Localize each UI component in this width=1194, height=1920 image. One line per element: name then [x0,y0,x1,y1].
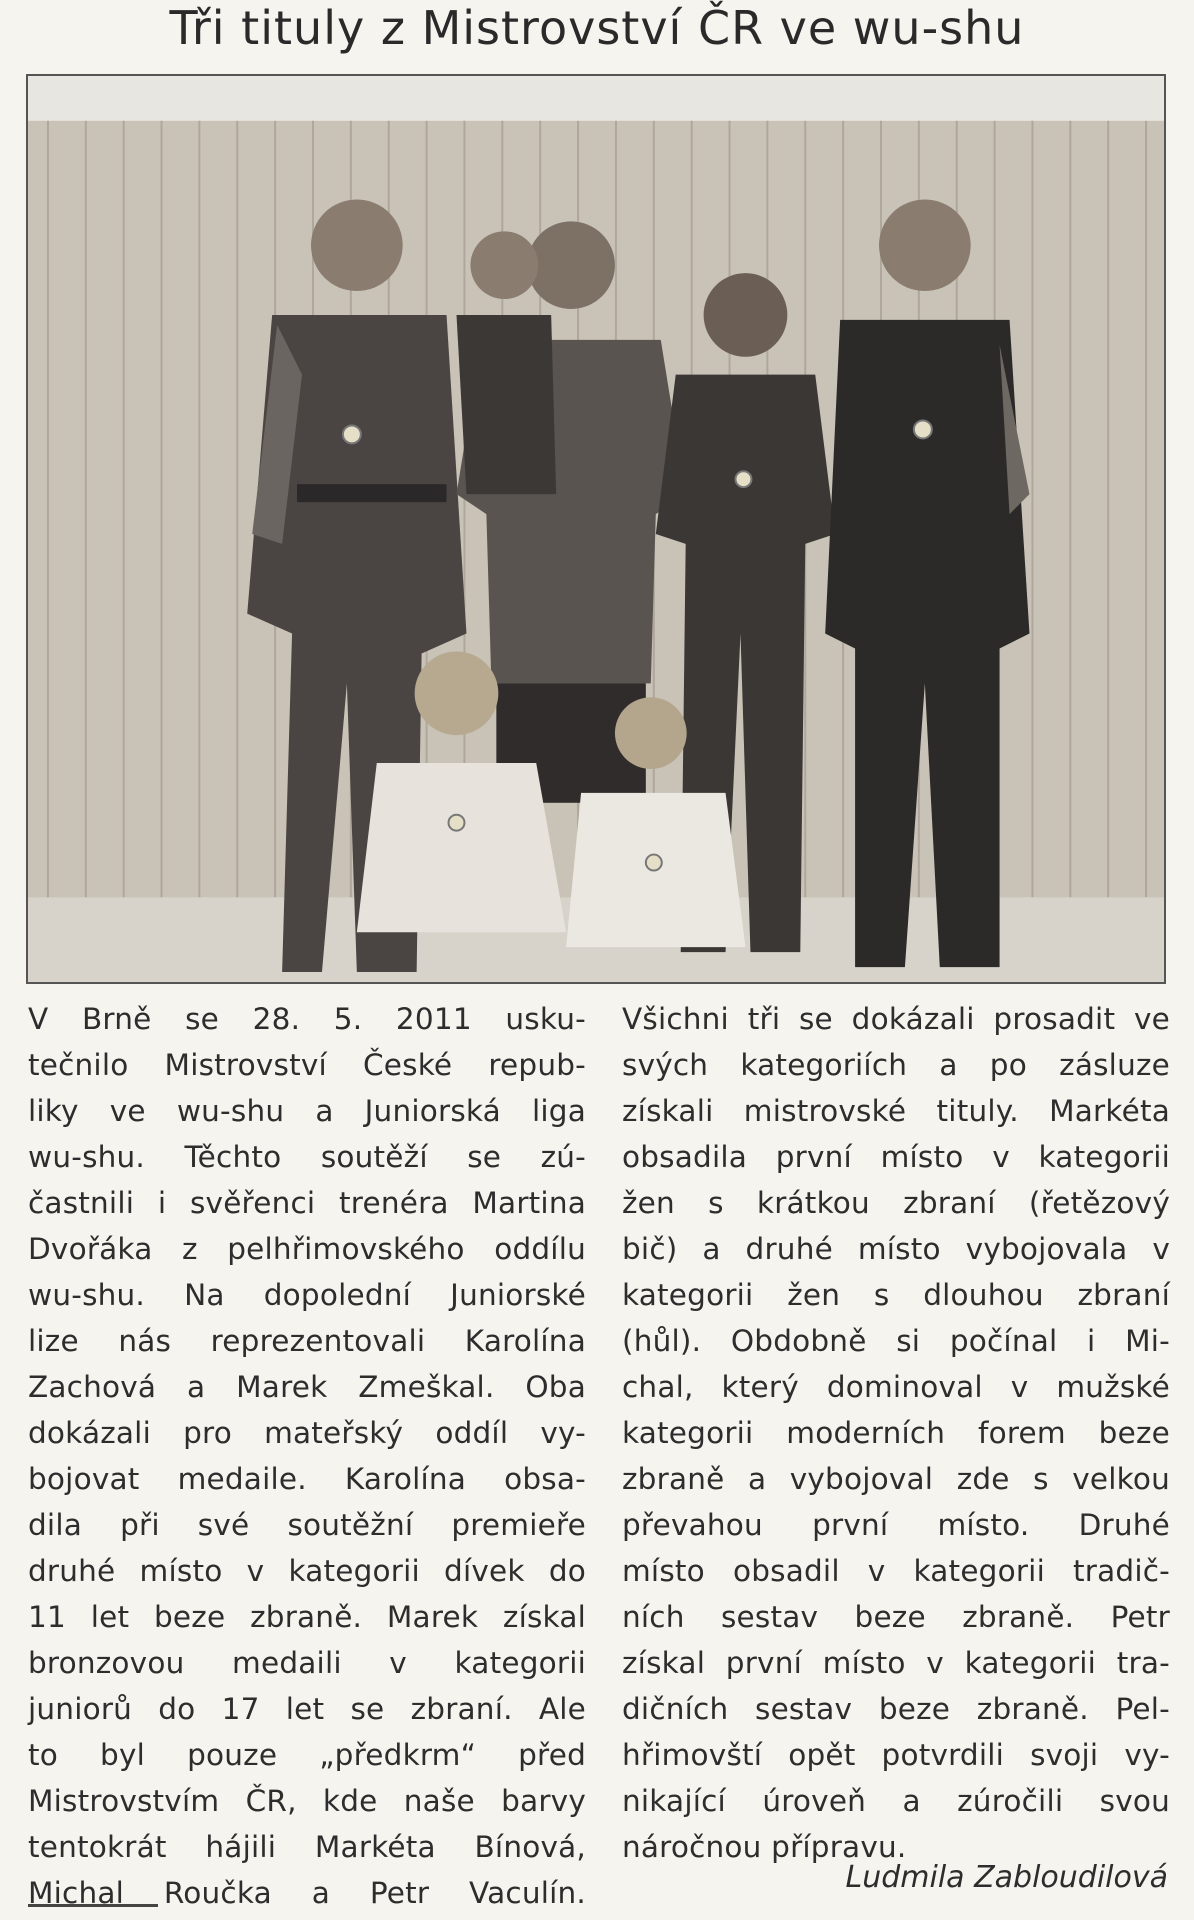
text-line: kategorii žen s dlouhou zbraní [622,1278,1170,1312]
text-line: místo obsadil v kategorii tradič- [622,1554,1170,1588]
text-line: bronzovou medaili v kategorii [28,1646,586,1680]
text-line: žen s krátkou zbraní (řetězový [622,1186,1170,1220]
text-line: obsadila první místo v kategorii [622,1140,1170,1174]
text-line: Zachová a Marek Zmeškal. Oba [28,1370,586,1404]
text-line: dokázali pro mateřský oddíl vy- [28,1416,586,1450]
text-line: Všichni tři se dokázali prosadit ve [622,1002,1170,1036]
text-line: tečnilo Mistrovství České repub- [28,1048,586,1082]
text-line: nikající úroveň a zúročili svou [622,1784,1170,1818]
text-line: zbraně a vybojoval zde s velkou [622,1462,1170,1496]
group-photo [26,74,1166,984]
article-column-right [622,996,1170,1870]
text-line: juniorů do 17 let se zbraní. Ale [28,1692,586,1726]
text-line: V Brně se 28. 5. 2011 usku- [28,1002,586,1036]
text-line: svých kategoriích a po zásluze [622,1048,1170,1082]
text-line: chal, který dominoval v mužské [622,1370,1170,1404]
group-photo-image [28,76,1164,982]
text-line: wu-shu. Těchto soutěží se zú- [28,1140,586,1174]
text-line: dila při své soutěžní premieře [28,1508,586,1542]
text-line: hřimovští opět potvrdili svoji vy- [622,1738,1170,1772]
text-line: 11 let beze zbraně. Marek získal [28,1600,586,1634]
text-line: liky ve wu-shu a Juniorská liga [28,1094,586,1128]
article-headline: Tři tituly z Mistrovství ČR ve wu-shu [169,1,1025,55]
text-line: Michal Roučka a Petr Vaculín. [28,1876,586,1910]
article-column-left [28,996,586,1916]
text-line: získal první místo v kategorii tra- [622,1646,1170,1680]
text-line: tentokrát hájili Markéta Bínová, [28,1830,586,1864]
text-line: bič) a druhé místo vybojovala v [622,1232,1170,1266]
text-line: to byl pouze „předkrm“ před [28,1738,586,1772]
text-line: získali mistrovské tituly. Markéta [622,1094,1170,1128]
text-line: lize nás reprezentovali Karolína [28,1324,586,1358]
text-line: kategorii moderních forem beze [622,1416,1170,1450]
author-byline: Ludmila Zabloudilová [845,1860,1168,1895]
clipping-edge-divider [28,1904,158,1917]
text-line: druhé místo v kategorii dívek do [28,1554,586,1588]
text-line: náročnou přípravu. [622,1830,907,1864]
text-line: častnili i svěřenci trenéra Martina [28,1186,586,1220]
text-line: dičních sestav beze zbraně. Pel- [622,1692,1170,1726]
text-line: ních sestav beze zbraně. Petr [622,1600,1170,1634]
text-line: (hůl). Obdobně si počínal i Mi- [622,1324,1170,1358]
text-line: Dvořáka z pelhřimovského oddílu [28,1232,586,1266]
text-line: převahou první místo. Druhé [622,1508,1170,1542]
text-line: wu-shu. Na dopolední Juniorské [28,1278,586,1312]
text-line: bojovat medaile. Karolína obsa- [28,1462,586,1496]
text-line: Mistrovstvím ČR, kde naše barvy [28,1784,586,1818]
